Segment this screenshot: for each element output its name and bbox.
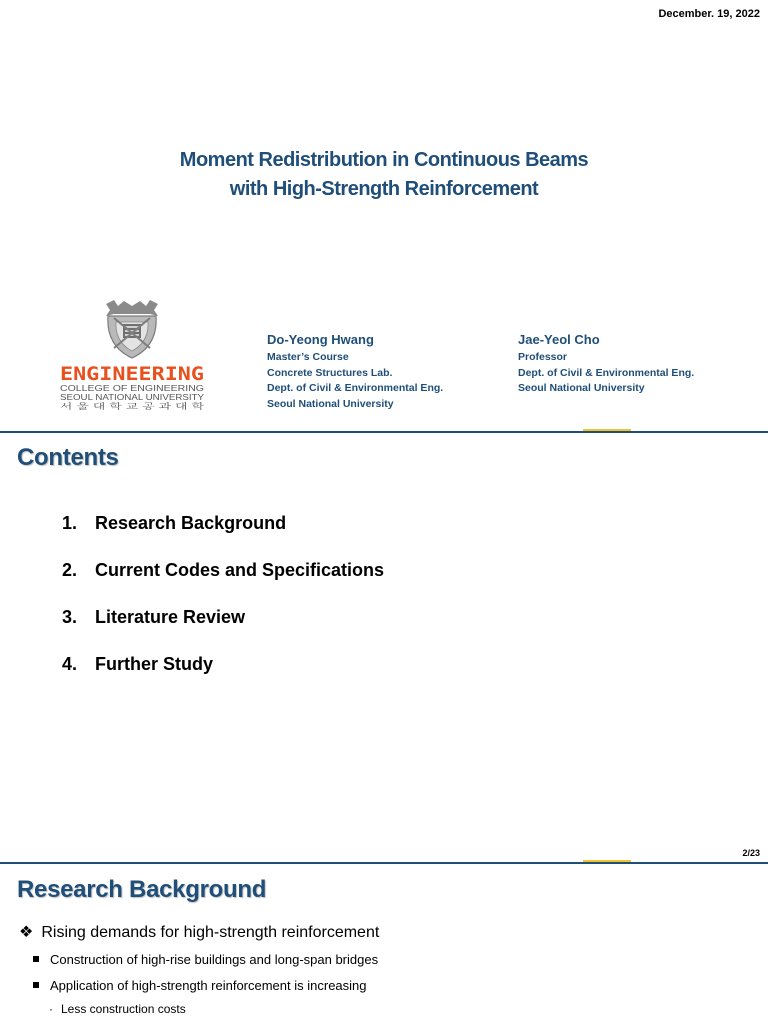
slide-divider [0, 431, 768, 433]
contents-item [62, 604, 384, 651]
author-1-role: Master’s Course [267, 351, 349, 363]
author-2-dept: Dept. of Civil & Environmental Eng. [518, 366, 695, 379]
bullet-text: Construction of high-rise buildings and long-span bridges [50, 952, 379, 967]
contents-item-label: Current Codes and Specifications [95, 560, 385, 580]
date-label: December. 19, 2022 [658, 8, 760, 20]
author-1-university: Seoul National University [267, 397, 394, 410]
author-1-block [267, 330, 443, 412]
bullet-level-3 [49, 1002, 186, 1016]
logo-line-1: COLLEGE OF ENGINEERING [60, 384, 204, 393]
contents-item-number: 1. [62, 513, 78, 533]
author-2-role: Professor [518, 351, 568, 363]
bullet-level-2 [33, 952, 378, 967]
square-bullet-icon [33, 956, 39, 962]
diamond-bullet-icon: ❖ [19, 924, 34, 941]
contents-item-label: Research Background [95, 513, 287, 533]
title-line-2: with High-Strength Reinforcement [229, 178, 539, 200]
author-2-name: Jae-Yeol Cho [518, 332, 600, 347]
snu-engineering-logo [56, 296, 208, 410]
contents-list [62, 510, 384, 698]
bullet-text: Rising demands for high-strength reinforcement [41, 924, 380, 941]
snu-emblem-icon [106, 300, 158, 358]
page-number: 2/23 [742, 848, 760, 858]
contents-heading: Contents [17, 444, 119, 471]
dot-bullet-icon: · [49, 1002, 53, 1016]
contents-item [62, 510, 384, 557]
bullet-level-2 [33, 978, 367, 993]
bullet-text: Less construction costs [61, 1002, 186, 1016]
contents-item-label: Further Study [95, 654, 214, 674]
contents-item [62, 651, 384, 698]
square-bullet-icon [33, 982, 39, 988]
contents-item [62, 557, 384, 604]
contents-item-label: Literature Review [95, 607, 246, 627]
bullet-level-1 [19, 922, 379, 942]
slide-divider [0, 862, 768, 864]
author-1-lab: Concrete Structures Lab. [267, 366, 393, 379]
presentation-title [0, 146, 768, 204]
title-line-1: Moment Redistribution in Continuous Beams [179, 149, 589, 171]
author-2-block [518, 330, 694, 397]
contents-item-number: 4. [62, 654, 78, 674]
logo-line-3: 서 울 대 학 교 공 과 대 학 [60, 402, 150, 410]
bullet-text: Application of high-strength reinforcement is increasing [50, 978, 367, 993]
research-background-heading: Research Background [17, 876, 267, 903]
logo-wordmark: ENGINEERING [60, 363, 204, 385]
logo-line-2: SEOUL NATIONAL UNIVERSITY [60, 393, 205, 402]
contents-item-number: 3. [62, 607, 78, 627]
author-1-dept: Dept. of Civil & Environmental Eng. [267, 382, 444, 394]
contents-item-number: 2. [62, 560, 78, 580]
author-2-university: Seoul National University [518, 382, 645, 394]
author-1-name: Do-Yeong Hwang [267, 332, 374, 347]
